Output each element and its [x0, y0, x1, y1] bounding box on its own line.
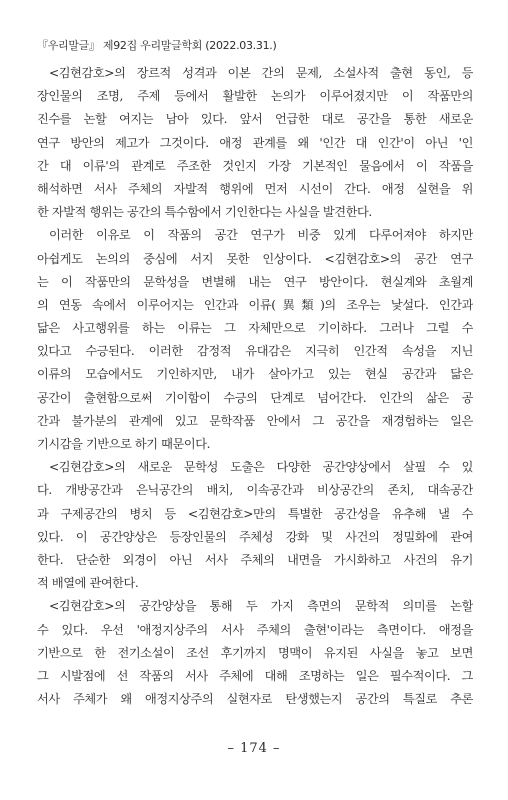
paragraph — [37, 595, 473, 711]
paragraph — [37, 456, 473, 595]
text-line: 다. 개방공간과 은닉공간의 배치, 이속공간과 비상공간의 존치, 대속공간 — [37, 483, 473, 498]
text-line: 수 있다. 우선 '애정지상주의 서사 주체의 출현'이라는 측면이다. 애정을 — [37, 622, 473, 637]
text-line: <김현감호>의 새로운 문학성 도출은 다양한 공간양상에서 살필 수 있 — [49, 460, 473, 475]
text-line: 그 시발점에 선 작품의 서사 주체에 대해 조명하는 일은 필수적이다. 그 — [37, 668, 473, 683]
body-text — [37, 62, 473, 711]
text-line: <김현감호>의 장르적 성격과 이본 간의 문제, 소설사적 출현 동인, 등 — [49, 66, 473, 80]
text-line: 공간이 출현함으로써 기이함이 수긍의 단계로 넘어간다. 인간의 삶은 공 — [37, 390, 473, 405]
text-line: 기시감을 기반으로 하기 때문이다. — [37, 437, 211, 451]
text-line: 연구 방안의 제고가 그것이다. 애정 관계를 왜 '인간 대 인간'이 아닌 '인 — [37, 135, 473, 150]
text-line: 간 대 이류'의 관계로 주조한 것인지 가장 기본적인 물음에서 이 작품을 — [37, 158, 473, 173]
text-line: 한다. 단순한 외경이 아닌 서사 주체의 내면을 가시화하고 사건의 유기 — [37, 552, 473, 567]
paragraph — [37, 224, 473, 456]
text-line: 적 배열에 관여한다. — [37, 576, 139, 591]
text-line: 간과 불가분의 관계에 있고 문학작품 안에서 그 공간을 재경험하는 일은 — [37, 413, 473, 428]
text-line: 이류의 모습에서도 기인하지만, 내가 살아가고 있는 현실 공간과 닮은 — [37, 367, 473, 382]
text-line: 닮은 사고행위를 하는 이류는 그 자체만으로 기이하다. 그러나 그럴 수 — [37, 321, 473, 336]
text-line: 아쉽게도 논의의 중심에 서지 못한 인상이다. <김현감호>의 공간 연구 — [37, 251, 473, 266]
text-line: 장인물의 조명, 주제 등에서 활발한 논의가 이루어졌지만 이 작품만의 — [37, 89, 473, 104]
text-line: 는 이 작품만의 문학성을 변별해 내는 연구 방안이다. 현실계와 초월계 — [37, 274, 473, 289]
text-line: 이러한 이유로 이 작품의 공간 연구가 비중 있게 다루어져야 하지만 — [49, 228, 473, 243]
text-line: <김현감호>의 공간양상을 통해 두 가지 측면의 문학적 의미를 논할 — [49, 599, 473, 614]
running-header: 『우리말글』 제92집 우리말글학회 (2022.03.31.) — [37, 39, 277, 52]
paragraph — [37, 62, 473, 224]
text-line: 있다. 이 공간양상은 등장인물의 주체성 강화 및 사건의 정밀화에 관여 — [37, 529, 473, 544]
text-line: 기반으로 한 전기소설이 조선 후기까지 명맥이 유지된 사실을 놓고 보면 — [37, 645, 473, 660]
text-line: 있다고 수긍된다. 이러한 감정적 유대감은 지극히 인간적 속성을 지닌 — [37, 344, 473, 359]
text-line: 해석하면 서사 주체의 자발적 행위에 먼저 시선이 간다. 애정 실현을 위 — [37, 181, 473, 196]
text-line: 서사 주체가 왜 애정지상주의 실현자로 탄생했는지 공간의 특질로 추론 — [37, 692, 473, 707]
page-number: – 174 – — [227, 741, 281, 756]
text-line: 과 구제공간의 병치 등 <김현감호>만의 특별한 공간성을 유추해 낼 수 — [37, 506, 473, 521]
text-line: 한 자발적 행위는 공간의 특수함에서 기인한다는 사실을 발견한다. — [37, 205, 372, 220]
text-line: 진수를 논할 여지는 남아 있다. 앞서 언급한 대로 공간을 통한 새로운 — [37, 112, 473, 127]
text-line: 의 연동 속에서 이루어지는 인간과 이류(異類)의 조우는 낯설다. 인간과 — [37, 297, 473, 312]
